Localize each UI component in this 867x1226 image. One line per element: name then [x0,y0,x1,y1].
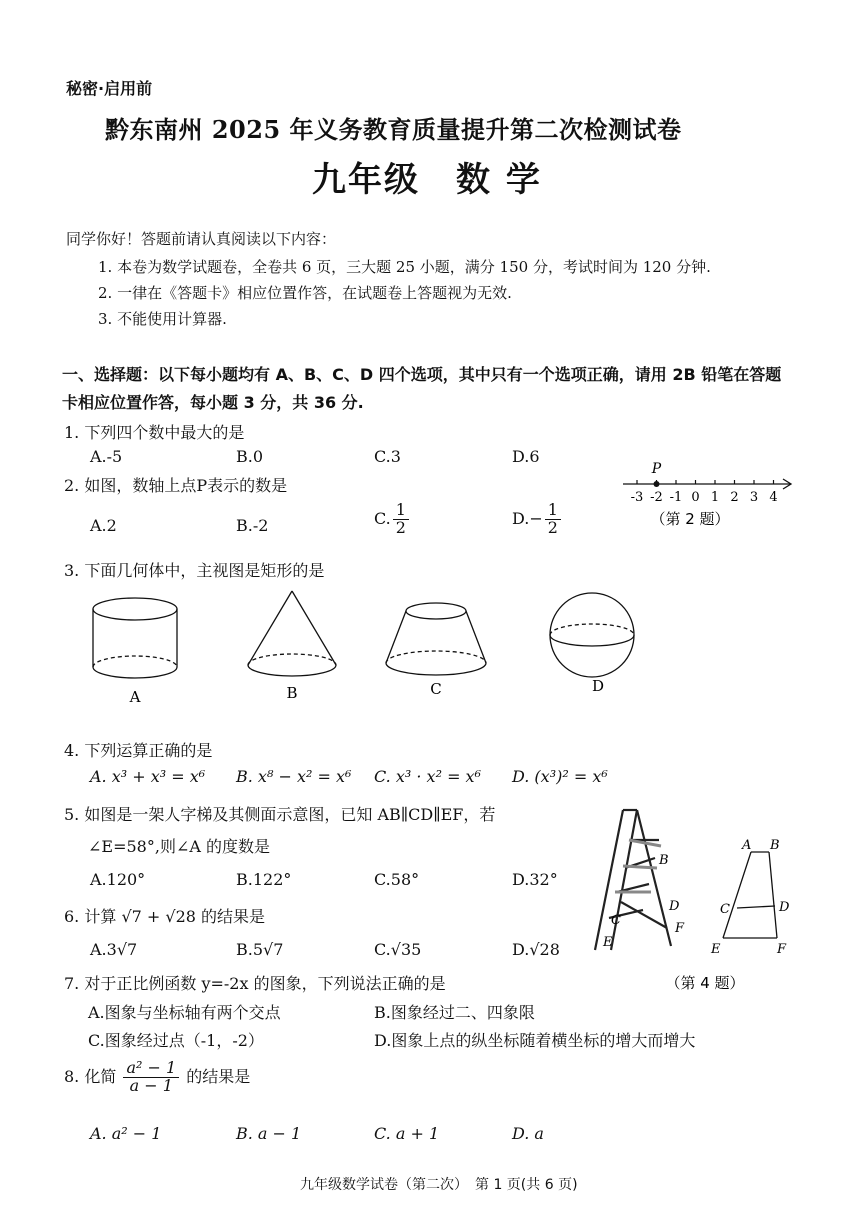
q1-option-a: A.-5 [90,447,123,466]
q4-stem: 4. 下列运算正确的是 [64,741,213,760]
q6-stem: 6. 计算 √7 + √28 的结果是 [64,907,266,926]
q5-ladder-figure [585,800,800,1000]
q8-option-d: D. a [512,1124,544,1143]
q2-stem: 2. 如图，数轴上点P表示的数是 [64,476,288,495]
q1-option-d: D.6 [512,447,540,466]
q2-option-d: D.− $\frac{1}{2}$ [512,502,563,537]
q7-option-c: C.图象经过点（-1，-2） [88,1031,264,1050]
q7-option-d: D.图象上点的纵坐标随着横坐标的增大而增大 [374,1031,696,1050]
q7-stem: 7. 对于正比例函数 y=-2x 的图象，下列说法正确的是 [64,974,446,993]
q8-option-a: A. a² − 1 [90,1124,162,1143]
number-line-tick-label: -3 [630,490,644,505]
cone-solid [248,591,336,676]
q8-stem: 8. 化简 $\frac{\text{a² − 1}}{a - 1}$ 的结果是 [64,1058,251,1095]
instruction-item-1: 1. 本卷为数学试题卷，全卷共 6 页，三大题 25 小题，满分 150 分，考试时间为 120 分钟. [98,258,711,276]
diagram-label-c: C [720,902,730,917]
q8-option-b: B. a − 1 [236,1124,302,1143]
diagram-label-e: E [711,942,721,957]
ladder-label-f: F [675,921,685,936]
page-footer: 九年级数学试卷（第二次） 第 1 页(共 6 页) [300,1177,578,1193]
q1-stem: 1. 下列四个数中最大的是 [64,423,245,442]
q6-option-c: C.√35 [374,940,422,959]
q2-option-b: B.-2 [236,516,269,535]
q5-stem-line1: 5. 如图是一架人字梯及其侧面示意图，已知 AB∥CD∥EF，若 [64,805,496,824]
number-line-tick-label: -1 [669,490,683,505]
q5-figure-caption: （第 4 题） [665,974,745,992]
q4-option-c: C. x³ · x² = x⁶ [374,767,481,786]
q5-option-a: A.120° [90,870,146,889]
number-line-tick-label: 3 [749,490,759,505]
q5-option-b: B.122° [236,870,292,889]
q2-option-a: A.2 [90,516,117,535]
q1-option-b: B.0 [236,447,264,466]
diagram-label-b: B [770,838,780,853]
q5-option-d: D.32° [512,870,558,889]
sphere-solid [550,593,634,677]
ladder-label-c: C [611,913,621,928]
exam-subject: 九年级 数 学 [312,160,542,200]
frustum-solid [386,603,486,675]
q6-option-b: B.5√7 [236,940,284,959]
q6-option-a: A.3√7 [90,940,138,959]
q2-number-line-figure [615,458,800,533]
q8-option-c: C. a + 1 [374,1124,440,1143]
ladder-label-e: E [603,935,613,950]
q3-solids-figure [80,585,660,710]
number-line-tick-label: 0 [691,490,700,505]
q3-stem: 3. 下面几何体中，主视图是矩形的是 [64,561,325,580]
number-line-tick-label: -2 [650,490,663,505]
step-ladder-illustration [595,810,671,950]
instructions-greeting: 同学你好！答题前请认真阅读以下内容： [66,230,337,248]
q6-option-d: D.√28 [512,940,560,959]
ladder-label-b: B [659,853,669,868]
confidential-mark: 秘密·启用前 [66,79,153,98]
instruction-item-2: 2. 一律在《答题卡》相应位置作答，在试题卷上答题视为无效. [98,284,512,302]
solid-label-c: C [430,680,442,698]
diagram-label-d: D [779,900,790,915]
instruction-item-3: 3. 不能使用计算器. [98,310,227,328]
cylinder-solid [93,598,177,678]
q4-option-d: D. (x³)² = x⁶ [512,767,608,786]
diagram-label-a: A [742,838,752,853]
point-p-label: P [651,461,662,477]
q4-option-a: A. x³ + x³ = x⁶ [90,767,206,786]
q4-option-b: B. x⁸ − x² = x⁶ [236,767,352,786]
q2-option-c: C. $\frac{1}{2}$ [374,502,411,537]
ladder-label-d: D [669,899,680,914]
section-heading-line2: 卡相应位置作答，每小题 3 分，共 36 分. [62,393,364,412]
solid-label-a: A [129,688,141,706]
q5-stem-line2: ∠E=58°,则∠A 的度数是 [88,837,270,856]
trapezoid-diagram [723,852,777,938]
number-line-tick-label: 4 [769,490,778,505]
q5-option-c: C.58° [374,870,420,889]
q1-option-c: C.3 [374,447,401,466]
diagram-label-f: F [777,942,787,957]
solid-label-b: B [286,684,298,702]
point-p-marker [654,481,660,487]
solid-label-d: D [591,677,605,695]
number-line-tick-label: 2 [730,490,739,505]
q2-figure-caption: （第 2 题） [650,510,730,528]
section-heading-line1: 一、选择题：以下每小题均有 A、B、C、D 四个选项，其中只有一个选项正确，请用 2B 铅笔在答题 [62,365,782,384]
exam-title: 黔东南州 2025 年义务教育质量提升第二次检测试卷 [105,115,682,144]
q7-option-a: A.图象与坐标轴有两个交点 [88,1003,281,1022]
q7-option-b: B.图象经过二、四象限 [374,1003,535,1022]
number-line-tick-label: 1 [710,490,720,505]
